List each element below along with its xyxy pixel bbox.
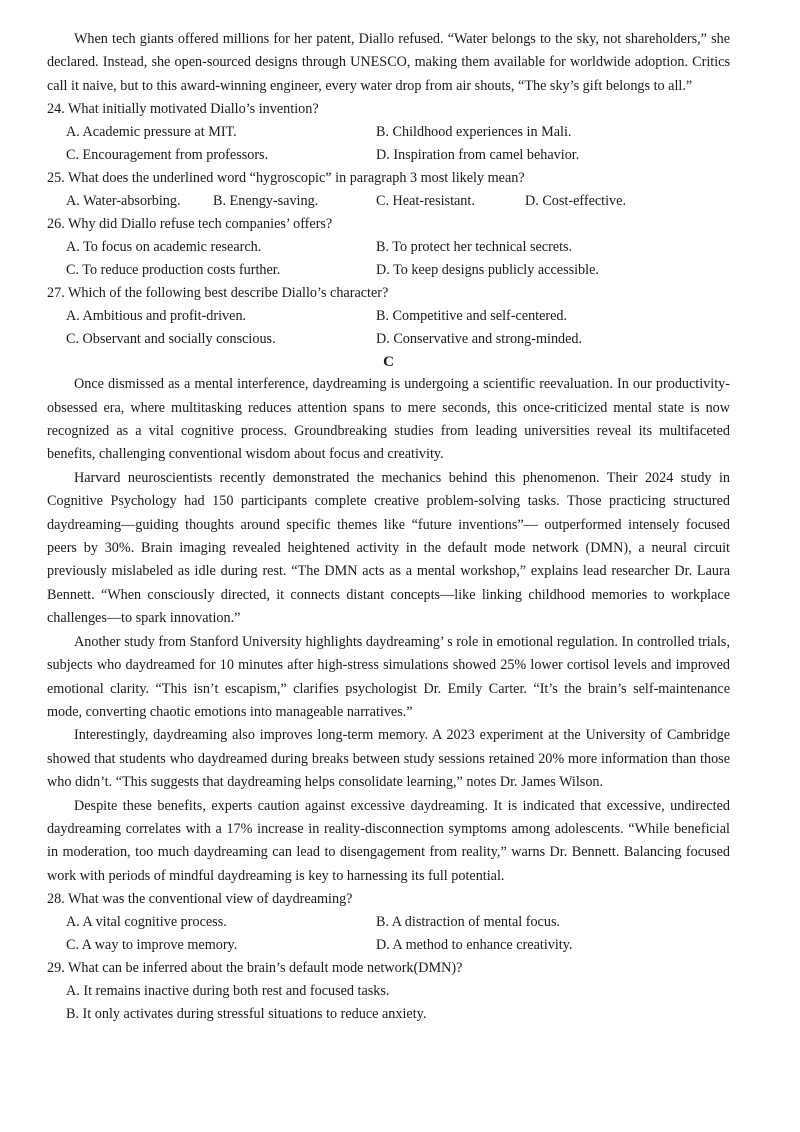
passage-c-paragraph-2: Harvard neuroscientists recently demonstrated the mechanics behind this phenomenon. Their 2024 study in Cognitive Psychology had 150 participants complete creative problem-solving tasks. Those practicing structured daydreaming—guiding thoughts around specific themes like “future inventions”— outperformed intensely focused peers by 30%. Brain imaging revealed heightened activity in the default mode network (DMN), a neural circuit previously mislabeled as idle during rest. “The DMN acts as a mental workshop,” explains lead researcher Dr. Laura Bennett. “When consciously directed, it connects distant concepts—like linking childhood memories to workplace challenges—to spark innovation.” — [47, 469, 730, 627]
question-stem: 27. Which of the following best describe Diallo’s character? — [47, 285, 389, 302]
options-row — [47, 328, 730, 351]
passage-c-paragraph-5: Despite these benefits, experts caution against excessive daydreaming. It is indicated that excessive, undirected daydreaming correlates with a 17% increase in reality-disconnection symptoms among adolescents. “While beneficial in moderation, too much daydreaming can lead to disengagement from reality,” warns Dr. Bennett. Balancing focused work with periods of mindful daydreaming is key to harnessing its full potential. — [47, 797, 730, 884]
question-stem: 29. What can be inferred about the brain’s default mode network(DMN)? — [47, 960, 463, 977]
option-b: B. Childhood experiences in Mali. — [376, 124, 572, 141]
options-row — [47, 305, 730, 328]
question-27 — [47, 282, 730, 351]
section-heading-c: C — [383, 354, 394, 371]
question-stem: 24. What initially motivated Diallo’s invention? — [47, 101, 319, 118]
options-row — [47, 121, 730, 144]
question-stem: 25. What does the underlined word “hygroscopic” in paragraph 3 most likely mean? — [47, 170, 525, 187]
option-d: D. Cost-effective. — [525, 193, 626, 210]
option-c: C. Encouragement from professors. — [66, 147, 269, 164]
option-b: B. To protect her technical secrets. — [376, 239, 573, 256]
option-a: A. Water-absorbing. — [66, 193, 181, 210]
question-stem: 26. Why did Diallo refuse tech companies’ offers? — [47, 216, 333, 233]
options-row — [47, 190, 730, 213]
option-c: C. To reduce production costs further. — [66, 262, 281, 279]
option-b: B. A distraction of mental focus. — [376, 914, 561, 931]
options-row — [47, 934, 730, 957]
option-b: B. It only activates during stressful situations to reduce anxiety. — [66, 1006, 427, 1023]
option-a: A. Ambitious and profit-driven. — [66, 308, 247, 325]
options-row — [47, 980, 730, 1003]
passage-b-final-paragraph: When tech giants offered millions for her patent, Diallo refused. “Water belongs to the sky, not shareholders,” she declared. Instead, she open-sourced designs through UNESCO, making them available for worldwide adoption. Critics call it naive, but to this award-winning engineer, every water drop from air shouts, “The sky’s gift belongs to all.” — [47, 31, 730, 94]
passage-c-paragraph-4: Interestingly, daydreaming also improves long-term memory. A 2023 experiment at the University of Cambridge showed that students who daydreamed during breaks between study sessions retained 20% more information than those who didn’t. “This suggests that daydreaming helps consolidate learning,” notes Dr. James Wilson. — [47, 727, 730, 791]
options-row — [47, 259, 730, 282]
exam-page — [47, 28, 730, 1026]
option-b: B. Competitive and self-centered. — [376, 308, 568, 325]
option-c: C. A way to improve memory. — [66, 937, 238, 954]
option-d: D. A method to enhance creativity. — [376, 937, 573, 954]
question-29 — [47, 957, 730, 1026]
option-a: A. Academic pressure at MIT. — [66, 124, 237, 141]
options-row — [47, 911, 730, 934]
question-28 — [47, 888, 730, 957]
option-a: A. It remains inactive during both rest and focused tasks. — [66, 983, 390, 1000]
option-c: C. Observant and socially conscious. — [66, 331, 276, 348]
option-d: D. To keep designs publicly accessible. — [376, 262, 599, 279]
option-c: C. Heat-resistant. — [376, 193, 475, 210]
question-25 — [47, 167, 730, 213]
question-stem: 28. What was the conventional view of daydreaming? — [47, 891, 353, 908]
option-a: A. A vital cognitive process. — [66, 914, 227, 931]
passage-c-paragraph-1: Once dismissed as a mental interference, daydreaming is undergoing a scientific reevaluation. In our productivity-obsessed era, where multitasking reduces attention spans to mere seconds, this once-criticized mental state is now recognized as a vital cognitive process. Groundbreaking studies from leading universities reveal its multifaceted benefits, challenging conventional wisdom about focus and creativity. — [47, 376, 730, 463]
option-a: A. To focus on academic research. — [66, 239, 262, 256]
options-row — [47, 1003, 730, 1026]
question-24 — [47, 98, 730, 167]
options-row — [47, 144, 730, 167]
passage-c-paragraph-3: Another study from Stanford University highlights daydreaming’ s role in emotional regulation. In controlled trials, subjects who daydreamed for 10 minutes after high-stress simulations showed 25% lower cortisol levels and improved emotional clarity. “This isn’t escapism,” clarifies psychologist Dr. Emily Carter. “It’s the brain’s self-maintenance mode, converting chaotic emotions into manageable narratives.” — [47, 633, 730, 720]
options-row — [47, 236, 730, 259]
question-26 — [47, 213, 730, 282]
option-d: D. Inspiration from camel behavior. — [376, 147, 580, 164]
option-b: B. Enengy-saving. — [213, 193, 319, 210]
option-d: D. Conservative and strong-minded. — [376, 331, 583, 348]
